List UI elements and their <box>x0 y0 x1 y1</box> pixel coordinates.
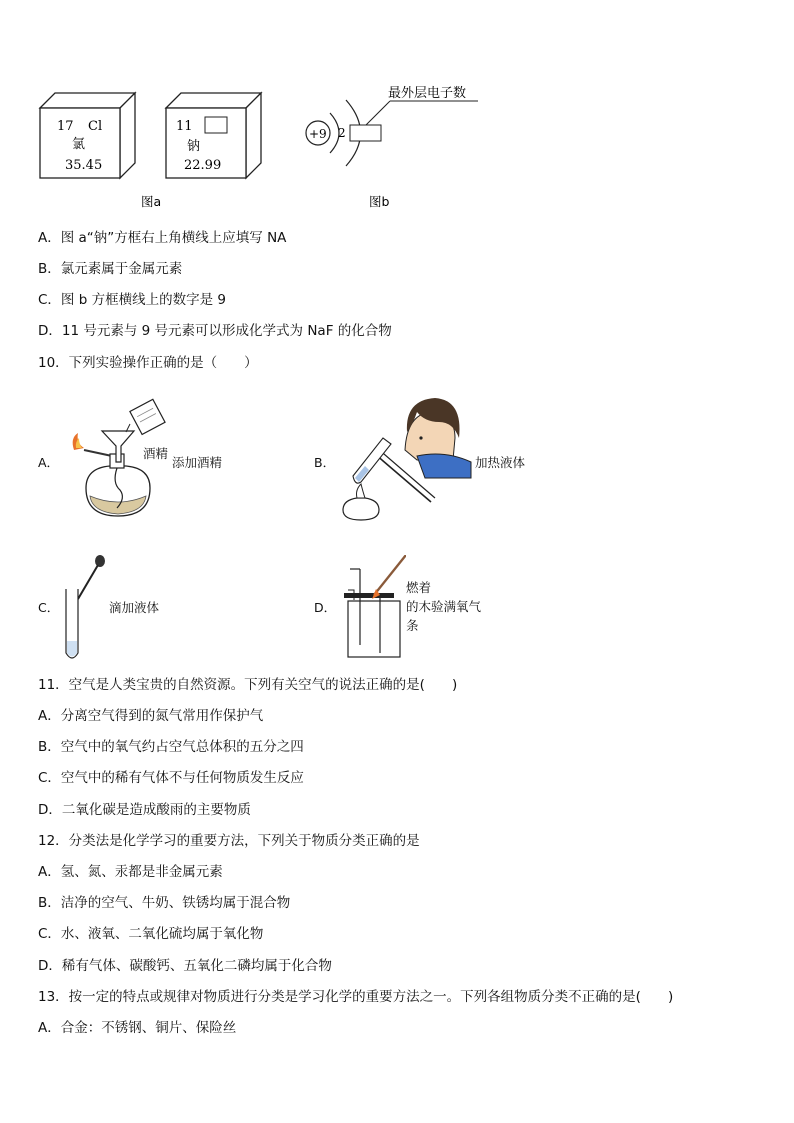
figure-b-caption: 图b <box>369 194 390 209</box>
q11-option-b: B．空气中的氧气约占空气总体积的五分之四 <box>38 739 304 755</box>
q9-option-b: B．氯元素属于金属元素 <box>38 261 183 277</box>
dropper-test-tube-illustration <box>60 553 110 665</box>
q10-option-a-letter: A． <box>38 455 60 470</box>
sodium-element-box <box>166 93 261 178</box>
q11-stem: 11．空气是人类宝贵的自然资源。下列有关空气的说法正确的是( ) <box>38 677 458 693</box>
fluorine-atom-diagram <box>306 85 478 166</box>
q12-option-c: C．水、液氧、二氧化硫均属于氧化物 <box>38 926 264 942</box>
q12-stem: 12．分类法是化学学习的重要方法，下列关于物质分类正确的是 <box>38 833 420 849</box>
q10-option-d-letter: D． <box>314 600 337 615</box>
q11-option-a: A．分离空气得到的氮气常用作保护气 <box>38 708 264 724</box>
cl-name: 氯 <box>72 137 86 152</box>
q10-option-b-label: 加热液体 <box>475 455 526 470</box>
outer-shell-blank <box>350 125 381 141</box>
first-shell-electrons: 2 <box>338 126 346 140</box>
q9-option-c: C．图 b 方框横线上的数字是 9 <box>38 292 226 308</box>
q13-stem: 13．按一定的特点或规律对物质进行分类是学习化学的重要方法之一。下列各组物质分类不正确的是( ) <box>38 989 674 1005</box>
na-symbol-blank <box>205 117 227 133</box>
q10-option-c-label: 滴加液体 <box>109 600 160 615</box>
na-mass: 22.99 <box>184 158 222 173</box>
q9-option-a: A．图 a“钠”方框右上角横线上应填写 NA <box>38 230 287 246</box>
heating-liquid-illustration <box>335 390 475 525</box>
figure-a-caption: 图a <box>141 194 162 209</box>
na-atomic-number: 11 <box>176 119 193 134</box>
element-figures <box>30 78 500 213</box>
q10-option-d-label-line2: 的木验满氧气 <box>406 599 482 614</box>
q13-option-a: A．合金：不锈钢、铜片、保险丝 <box>38 1020 237 1036</box>
na-name: 钠 <box>187 139 201 154</box>
q10-option-c-letter: C． <box>38 600 60 615</box>
q11-option-d: D．二氧化碳是造成酸雨的主要物质 <box>38 802 251 818</box>
chlorine-element-box <box>40 93 135 178</box>
q12-option-b: B．洁净的空气、牛奶、铁锈均属于混合物 <box>38 895 291 911</box>
q10-option-d-label-line1: 燃着 <box>406 580 432 595</box>
oxygen-full-test-illustration <box>336 555 406 660</box>
nucleus-charge: +9 <box>309 127 327 141</box>
outer-shell-callout: 最外层电子数 <box>388 86 467 101</box>
cl-atomic-number: 17 <box>57 119 74 134</box>
q10-stem: 10．下列实验操作正确的是（ ） <box>38 355 258 371</box>
q9-option-d: D．11 号元素与 9 号元素可以形成化学式为 NaF 的化合物 <box>38 323 392 339</box>
cl-mass: 35.45 <box>65 158 103 173</box>
q10-option-a-label: 添加酒精 <box>172 455 223 470</box>
q10-option-b-letter: B． <box>314 455 336 470</box>
q12-option-d: D．稀有气体、碳酸钙、五氧化二磷均属于化合物 <box>38 958 332 974</box>
q11-option-c: C．空气中的稀有气体不与任何物质发生反应 <box>38 770 304 786</box>
q10-option-a-small-label: 酒精 <box>143 446 169 461</box>
cl-symbol: Cl <box>88 119 103 134</box>
q10-option-d-label-line3: 条 <box>406 618 419 633</box>
q12-option-a: A．氢、氮、汞都是非金属元素 <box>38 864 223 880</box>
